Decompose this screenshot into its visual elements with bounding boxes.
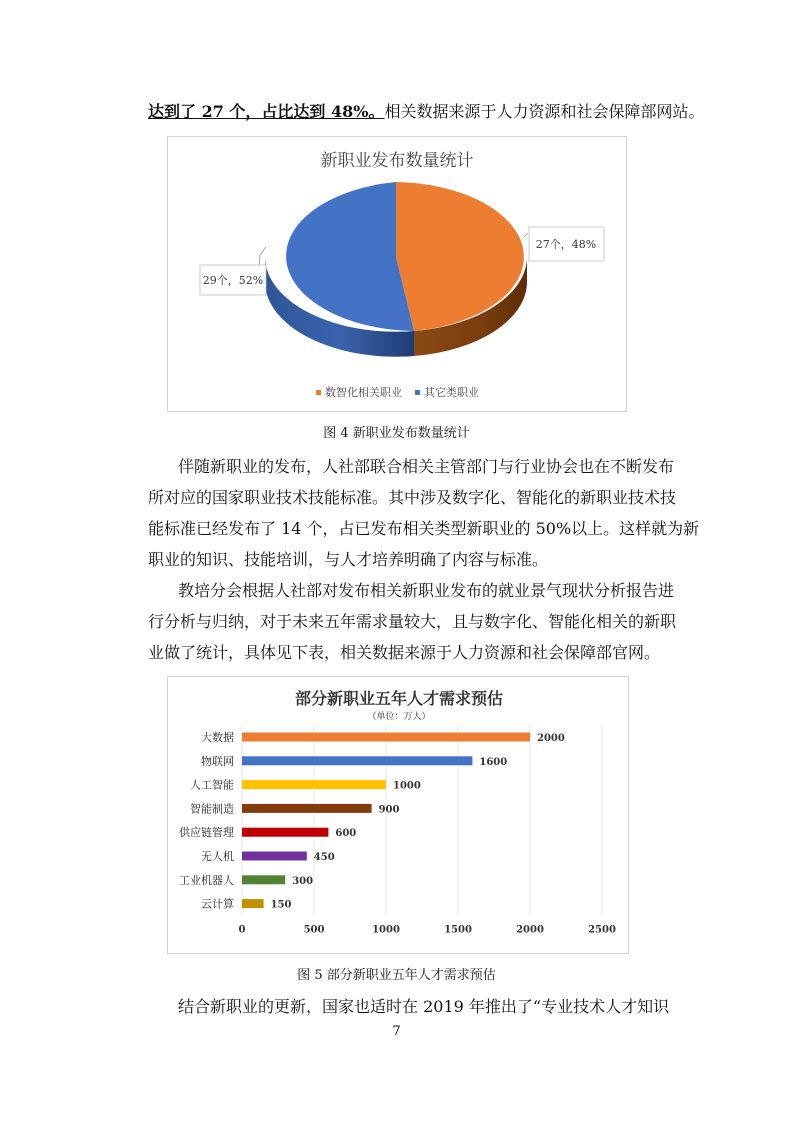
category-label: 无人机	[201, 850, 234, 863]
bar-chart-title: 部分新职业五年人才需求预估	[294, 689, 504, 708]
intro-line	[148, 101, 705, 123]
legend-label-digital: 数智化相关职业	[325, 386, 402, 399]
category-label: 云计算	[201, 897, 234, 911]
x-tick-label: 1000	[372, 924, 400, 936]
value-label: 1600	[479, 756, 508, 768]
category-label: 工业机器人	[179, 873, 234, 887]
bar	[242, 780, 386, 789]
value-label: 1000	[393, 780, 421, 792]
para1-line-3: 能标准已经发布了 14 个，占已发布相关类型新职业的 50%以上。这样就为新	[148, 519, 700, 538]
pie-slice-other	[286, 182, 414, 331]
pie-leader-right	[524, 233, 528, 237]
x-tick-label: 2000	[516, 924, 544, 936]
bar-chart	[168, 677, 628, 953]
x-tick-label: 0	[238, 924, 246, 936]
para2-line-3: 业做了统计，具体见下表，相关数据来源于人力资源和社会保障部官网。	[148, 643, 661, 662]
pie-data-label-other: 29个，52%	[202, 274, 264, 287]
bar	[242, 852, 307, 861]
legend-label-other: 其它类职业	[424, 386, 479, 399]
category-label: 物联网	[201, 754, 234, 768]
pie-chart-box	[167, 136, 627, 412]
intro-highlight: 达到了 27 个，占比达到 48%。	[148, 102, 385, 121]
value-label: 300	[292, 875, 314, 887]
legend-marker-other	[415, 390, 420, 395]
page-number: 7	[392, 1024, 401, 1039]
value-label: 2000	[537, 733, 565, 744]
value-label: 600	[335, 828, 357, 840]
intro-rest: 相关数据来源于人力资源和社会保障部网站。	[384, 102, 705, 121]
bar	[242, 899, 264, 908]
bar	[242, 828, 328, 837]
value-label: 900	[378, 804, 400, 816]
category-label: 供应链管理	[179, 826, 234, 840]
x-tick-label: 500	[303, 924, 325, 936]
category-label: 大数据	[201, 731, 234, 744]
bar-chart-subtitle: （单位：万人）	[367, 712, 431, 722]
category-label: 智能制造	[190, 802, 234, 816]
para3-line-1: 结合新职业的更新，国家也适时在 2019 年推出了“专业技术人才知识	[178, 997, 670, 1016]
category-label: 人工智能	[190, 778, 234, 792]
para1-line-4: 职业的知识、技能培训，与人才培养明确了内容与标准。	[148, 550, 549, 569]
pie-title: 新职业发布数量统计	[320, 151, 474, 171]
pie-chart	[168, 137, 626, 411]
value-label: 150	[270, 899, 292, 911]
bar	[242, 756, 472, 765]
figure-4-caption: 图 4 新职业发布数量统计	[323, 426, 470, 441]
para2-line-1: 教培分会根据人社部对发布相关新职业发布的就业景气现状分析报告进	[178, 581, 675, 600]
value-label: 450	[313, 852, 335, 863]
bar	[242, 733, 530, 742]
bar	[242, 804, 372, 813]
x-tick-label: 2500	[588, 924, 616, 936]
pie-data-label-digital: 27个，48%	[535, 238, 597, 251]
figure-5-caption: 图 5 部分新职业五年人才需求预估	[297, 968, 496, 983]
bar-chart-box	[167, 676, 629, 954]
x-tick-label: 1500	[444, 924, 472, 936]
para1-line-1: 伴随新职业的发布，人社部联合相关主管部门与行业协会也在不断发布	[178, 457, 675, 476]
para2-line-2: 行分析与归纳，对于未来五年需求量较大，且与数字化、智能化相关的新职	[148, 612, 677, 631]
bar	[242, 875, 285, 884]
legend-marker-digital	[316, 390, 321, 395]
para1-line-2: 所对应的国家职业技术技能标准。其中涉及数字化、智能化的新职业技术技	[148, 488, 677, 507]
